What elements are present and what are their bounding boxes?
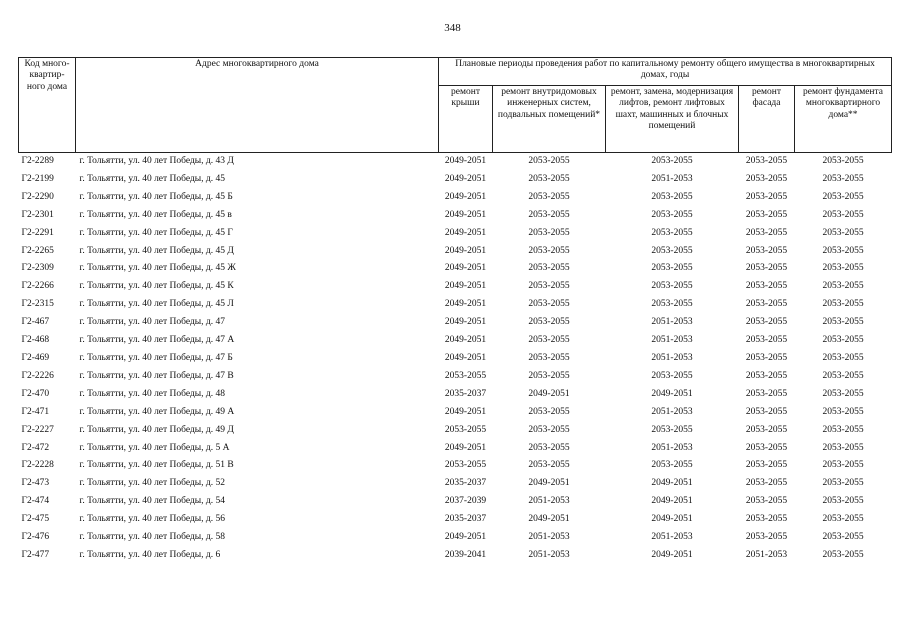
cell-facade: 2053-2055 (745, 245, 788, 256)
table-row (19, 547, 892, 565)
cell-facade: 2053-2055 (745, 514, 788, 525)
cell-foundation: 2053-2055 (822, 424, 864, 435)
cell-address: г. Тольятти, ул. 40 лет Победы, д. 49 Д (79, 424, 234, 435)
cell-roof: 2053-2055 (444, 424, 487, 435)
cell-roof: 2049-2051 (444, 263, 487, 274)
cell-facade: 2053-2055 (745, 442, 788, 453)
cell-engineering: 2051-2053 (528, 532, 570, 543)
cell-facade: 2053-2055 (739, 153, 795, 171)
table-row (19, 225, 892, 243)
cell-engineering: 2053-2055 (528, 191, 570, 202)
cell-facade: 2051-2053 (745, 549, 788, 560)
table-row (19, 457, 892, 475)
cell-address: г. Тольятти, ул. 40 лет Победы, д. 45 Д (79, 245, 234, 256)
cell-facade: 2053-2055 (745, 370, 788, 381)
table-row (19, 153, 892, 171)
table-row (19, 278, 892, 296)
cell-code: Г2-2315 (21, 299, 54, 310)
cell-code: Г2-473 (21, 478, 50, 489)
cell-foundation: 2053-2055 (822, 263, 864, 274)
cell-roof: 2049-2051 (444, 317, 487, 328)
cell-engineering: 2053-2055 (528, 263, 570, 274)
cell-foundation: 2053-2055 (795, 153, 892, 171)
cell-facade: 2053-2055 (745, 299, 788, 310)
cell-roof: 2049-2051 (444, 442, 487, 453)
cell-elevators: 2053-2055 (651, 191, 693, 202)
cell-address: г. Тольятти, ул. 40 лет Победы, д. 45 Б (79, 191, 233, 202)
cell-code: Г2-470 (21, 388, 50, 399)
cell-elevators: 2053-2055 (651, 245, 693, 256)
cell-code: Г2-2265 (21, 245, 54, 256)
table-row (19, 332, 892, 350)
cell-address: г. Тольятти, ул. 40 лет Победы, д. 45 Ж (79, 263, 236, 274)
cell-elevators: 2053-2055 (651, 370, 693, 381)
cell-address: г. Тольятти, ул. 40 лет Победы, д. 45 К (79, 281, 234, 292)
cell-elevators: 2049-2051 (651, 514, 693, 525)
cell-foundation: 2053-2055 (822, 352, 864, 363)
cell-foundation: 2053-2055 (822, 209, 864, 220)
cell-address: г. Тольятти, ул. 40 лет Победы, д. 45 Г (79, 227, 233, 238)
cell-engineering: 2053-2055 (528, 460, 570, 471)
table-row (19, 207, 892, 225)
table-row (19, 243, 892, 261)
cell-foundation: 2053-2055 (822, 299, 864, 310)
capital-repair-table (18, 57, 892, 565)
cell-elevators: 2053-2055 (606, 153, 739, 171)
table-row (19, 440, 892, 458)
cell-facade: 2053-2055 (745, 352, 788, 363)
table-row (19, 511, 892, 529)
cell-address: г. Тольятти, ул. 40 лет Победы, д. 47 (79, 317, 226, 328)
cell-roof: 2049-2051 (444, 406, 487, 417)
cell-foundation: 2053-2055 (822, 442, 864, 453)
cell-roof: 2049-2051 (444, 209, 487, 220)
cell-engineering: 2053-2055 (528, 442, 570, 453)
table-row (19, 350, 892, 368)
header-periods: Плановые периоды проведения работ по капитальному ремонту общего имущества в многоквартирных домах, годы (439, 58, 892, 86)
cell-facade: 2053-2055 (745, 496, 788, 507)
cell-elevators: 2053-2055 (651, 227, 693, 238)
cell-address: г. Тольятти, ул. 40 лет Победы, д. 56 (79, 514, 226, 525)
cell-engineering: 2053-2055 (528, 424, 570, 435)
cell-code: Г2-2290 (21, 191, 54, 202)
cell-address: г. Тольятти, ул. 40 лет Победы, д. 48 (79, 388, 226, 399)
cell-elevators: 2049-2051 (651, 388, 693, 399)
header-elevators: ремонт, замена, модернизация лифтов, ремонт лифтовых шахт, машинных и блочных помещений (606, 86, 739, 153)
cell-engineering: 2053-2055 (528, 299, 570, 310)
cell-roof: 2049-2051 (444, 191, 487, 202)
header-foundation: ремонт фундамента многоквартирного дома** (795, 86, 892, 153)
cell-foundation: 2053-2055 (822, 406, 864, 417)
cell-elevators: 2051-2053 (651, 442, 693, 453)
cell-engineering: 2053-2055 (528, 281, 570, 292)
cell-engineering: 2053-2055 (528, 317, 570, 328)
table-row (19, 171, 892, 189)
cell-elevators: 2053-2055 (651, 299, 693, 310)
table-row (19, 260, 892, 278)
cell-address: г. Тольятти, ул. 40 лет Победы, д. 47 Б (79, 352, 233, 363)
cell-engineering: 2049-2051 (528, 514, 570, 525)
cell-engineering: 2053-2055 (493, 153, 606, 171)
cell-roof: 2049-2051 (444, 299, 487, 310)
cell-code: Г2-2309 (21, 263, 54, 274)
table-row (19, 386, 892, 404)
cell-engineering: 2053-2055 (528, 406, 570, 417)
table-header (19, 58, 892, 153)
cell-foundation: 2053-2055 (822, 191, 864, 202)
cell-facade: 2053-2055 (745, 406, 788, 417)
cell-roof: 2053-2055 (444, 370, 487, 381)
cell-engineering: 2051-2053 (528, 496, 570, 507)
table-row (19, 314, 892, 332)
cell-foundation: 2053-2055 (822, 532, 864, 543)
cell-address: г. Тольятти, ул. 40 лет Победы, д. 51 В (79, 460, 234, 471)
cell-address: г. Тольятти, ул. 40 лет Победы, д. 54 (79, 496, 226, 507)
cell-roof: 2037-2039 (444, 496, 487, 507)
cell-address: г. Тольятти, ул. 40 лет Победы, д. 52 (79, 478, 226, 489)
cell-facade: 2053-2055 (745, 424, 788, 435)
cell-address: г. Тольятти, ул. 40 лет Победы, д. 49 А (79, 406, 235, 417)
cell-roof: 2049-2051 (444, 173, 487, 184)
cell-facade: 2053-2055 (745, 532, 788, 543)
cell-code: Г2-2291 (21, 227, 54, 238)
cell-elevators: 2051-2053 (651, 173, 693, 184)
cell-address: г. Тольятти, ул. 40 лет Победы, д. 5 А (79, 442, 230, 453)
cell-engineering: 2049-2051 (528, 478, 570, 489)
cell-foundation: 2053-2055 (822, 478, 864, 489)
cell-foundation: 2053-2055 (822, 460, 864, 471)
cell-code: Г2-2199 (21, 173, 54, 184)
cell-elevators: 2051-2053 (651, 406, 693, 417)
cell-facade: 2053-2055 (745, 388, 788, 399)
cell-roof: 2049-2051 (444, 245, 487, 256)
cell-address: г. Тольятти, ул. 40 лет Победы, д. 45 в (79, 209, 232, 220)
cell-elevators: 2049-2051 (651, 478, 693, 489)
cell-engineering: 2053-2055 (528, 227, 570, 238)
cell-facade: 2053-2055 (745, 263, 788, 274)
cell-facade: 2053-2055 (745, 478, 788, 489)
table-row (19, 189, 892, 207)
cell-facade: 2053-2055 (745, 281, 788, 292)
cell-code: Г2-2226 (21, 370, 54, 381)
cell-roof: 2049-2051 (439, 153, 493, 171)
cell-roof: 2049-2051 (444, 227, 487, 238)
cell-roof: 2039-2041 (444, 549, 487, 560)
cell-facade: 2053-2055 (745, 173, 788, 184)
cell-code: Г2-2266 (21, 281, 54, 292)
cell-foundation: 2053-2055 (822, 496, 864, 507)
cell-roof: 2035-2037 (444, 388, 487, 399)
table-row (19, 368, 892, 386)
cell-foundation: 2053-2055 (822, 281, 864, 292)
cell-elevators: 2051-2053 (651, 317, 693, 328)
cell-facade: 2053-2055 (745, 335, 788, 346)
cell-roof: 2049-2051 (444, 281, 487, 292)
cell-address: г. Тольятти, ул. 40 лет Победы, д. 47 В (79, 370, 234, 381)
cell-foundation: 2053-2055 (822, 549, 864, 560)
cell-engineering: 2053-2055 (528, 335, 570, 346)
header-facade: ремонт фасада (739, 86, 795, 153)
cell-foundation: 2053-2055 (822, 370, 864, 381)
cell-code: Г2-2228 (21, 460, 54, 471)
header-code: Код много-квартир-ного дома (19, 58, 76, 153)
cell-code: Г2-2301 (21, 209, 54, 220)
cell-foundation: 2053-2055 (822, 173, 864, 184)
cell-engineering: 2053-2055 (528, 245, 570, 256)
table-row (19, 296, 892, 314)
table-row (19, 422, 892, 440)
cell-engineering: 2053-2055 (528, 370, 570, 381)
cell-code: Г2-471 (21, 406, 50, 417)
header-address: Адрес многоквартирного дома (76, 58, 439, 153)
cell-foundation: 2053-2055 (822, 514, 864, 525)
cell-address: г. Тольятти, ул. 40 лет Победы, д. 45 (79, 173, 226, 184)
cell-roof: 2049-2051 (444, 352, 487, 363)
cell-foundation: 2053-2055 (822, 227, 864, 238)
cell-code: Г2-476 (21, 532, 50, 543)
cell-code: Г2-472 (21, 442, 50, 453)
cell-engineering: 2053-2055 (528, 173, 570, 184)
cell-foundation: 2053-2055 (822, 388, 864, 399)
table-body (19, 153, 892, 565)
cell-elevators: 2051-2053 (651, 335, 693, 346)
cell-code: Г2-474 (21, 496, 50, 507)
cell-elevators: 2049-2051 (651, 496, 693, 507)
cell-elevators: 2049-2051 (651, 549, 693, 560)
cell-address: г. Тольятти, ул. 40 лет Победы, д. 43 Д (76, 153, 439, 171)
cell-code: Г2-467 (21, 317, 50, 328)
cell-facade: 2053-2055 (745, 209, 788, 220)
page-number: 348 (444, 22, 461, 34)
cell-address: г. Тольятти, ул. 40 лет Победы, д. 47 А (79, 335, 235, 346)
cell-elevators: 2051-2053 (651, 532, 693, 543)
cell-engineering: 2053-2055 (528, 352, 570, 363)
cell-elevators: 2053-2055 (651, 263, 693, 274)
header-engineering: ремонт внутридомовых инженерных систем, подвальных помещений* (493, 86, 606, 153)
cell-facade: 2053-2055 (745, 191, 788, 202)
cell-elevators: 2053-2055 (651, 424, 693, 435)
table-row (19, 493, 892, 511)
cell-elevators: 2051-2053 (651, 352, 693, 363)
cell-address: г. Тольятти, ул. 40 лет Победы, д. 58 (79, 532, 226, 543)
cell-facade: 2053-2055 (745, 227, 788, 238)
cell-facade: 2053-2055 (745, 317, 788, 328)
cell-code: Г2-468 (21, 335, 50, 346)
cell-foundation: 2053-2055 (822, 317, 864, 328)
cell-elevators: 2053-2055 (651, 460, 693, 471)
cell-foundation: 2053-2055 (822, 335, 864, 346)
cell-roof: 2053-2055 (444, 460, 487, 471)
table-row (19, 404, 892, 422)
cell-elevators: 2053-2055 (651, 281, 693, 292)
table-row (19, 529, 892, 547)
cell-roof: 2049-2051 (444, 335, 487, 346)
cell-code: Г2-469 (21, 352, 50, 363)
cell-code: Г2-475 (21, 514, 50, 525)
header-roof: ремонт крыши (439, 86, 493, 153)
cell-foundation: 2053-2055 (822, 245, 864, 256)
cell-elevators: 2053-2055 (651, 209, 693, 220)
cell-roof: 2035-2037 (444, 478, 487, 489)
cell-address: г. Тольятти, ул. 40 лет Победы, д. 45 Л (79, 299, 234, 310)
cell-address: г. Тольятти, ул. 40 лет Победы, д. 6 (79, 549, 221, 560)
cell-code: Г2-477 (21, 549, 50, 560)
cell-engineering: 2051-2053 (528, 549, 570, 560)
cell-engineering: 2053-2055 (528, 209, 570, 220)
cell-roof: 2049-2051 (444, 532, 487, 543)
table-row (19, 475, 892, 493)
cell-roof: 2035-2037 (444, 514, 487, 525)
cell-facade: 2053-2055 (745, 460, 788, 471)
cell-code: Г2-2227 (21, 424, 54, 435)
cell-code: Г2-2289 (19, 153, 76, 171)
cell-engineering: 2049-2051 (528, 388, 570, 399)
